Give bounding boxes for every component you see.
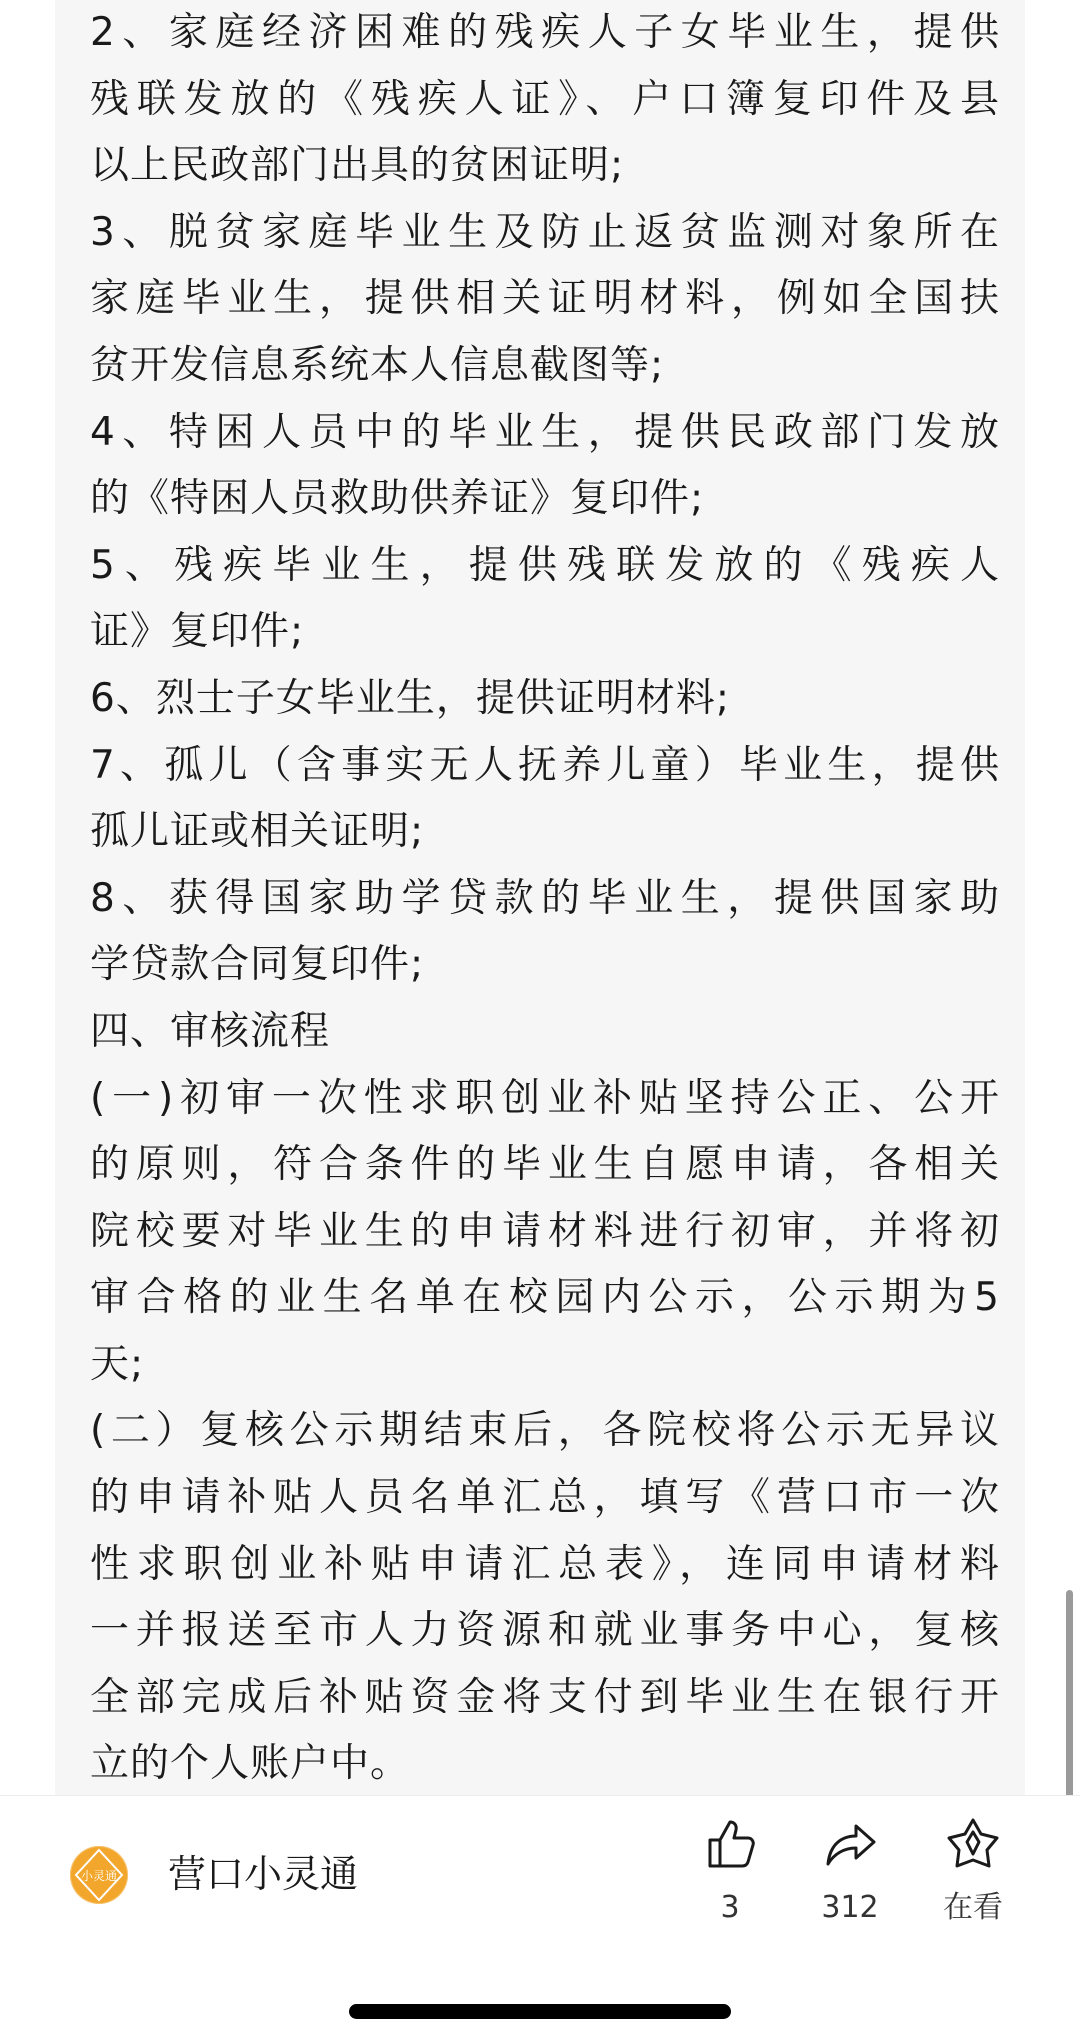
article-line: 6、烈士子女毕业生，提供证明材料;	[90, 675, 730, 721]
article-line: 2、家庭经济困难的残疾人子女毕业生，提供	[90, 10, 1000, 55]
article-line: 8、获得国家助学贷款的毕业生，提供国家助	[90, 875, 1000, 921]
article-line: 的申请补贴人员名单汇总，填写《营口市一次	[90, 1475, 1000, 1521]
article-line: (一)初审一次性求职创业补贴坚持公正、公开	[90, 1075, 1000, 1121]
like-button[interactable]	[675, 1814, 785, 1944]
share-button[interactable]	[795, 1814, 905, 1944]
article-line: 的《特困人员救助供养证》复印件;	[90, 476, 705, 522]
article-line: 立的个人账户中。	[90, 1741, 411, 1787]
article-line: 性求职创业补贴申请汇总表》，连同申请材料	[90, 1541, 1000, 1587]
article-line: 5、残疾毕业生，提供残联发放的《残疾人	[90, 542, 1000, 588]
article-line: 一并报送至市人力资源和就业事务中心，复核	[90, 1608, 1000, 1654]
wow-flower-icon	[943, 1814, 1003, 1874]
article-line: 学贷款合同复印件;	[90, 942, 425, 988]
like-count: 3	[720, 1890, 740, 1925]
article-body	[55, 0, 1025, 1795]
article-line: (二）复核公示期结束后，各院校将公示无异议	[90, 1408, 1000, 1454]
account-name[interactable]: 营口小灵通	[168, 1852, 359, 1896]
article-line: 院校要对毕业生的申请材料进行初审，并将初	[90, 1208, 1000, 1254]
section-heading: 四、审核流程	[90, 1008, 331, 1054]
scrollbar[interactable]	[1066, 1590, 1073, 1800]
article-line: 残联发放的《残疾人证》、户口簿复印件及县	[90, 76, 1000, 122]
article-line: 家庭毕业生，提供相关证明材料，例如全国扶	[90, 276, 1000, 322]
home-indicator[interactable]	[349, 2004, 731, 2019]
article-line: 天;	[90, 1341, 145, 1387]
article-line: 以上民政部门出具的贫困证明;	[90, 143, 625, 189]
thumbs-up-icon	[700, 1814, 760, 1874]
article-line: 孤儿证或相关证明;	[90, 809, 425, 855]
article-text	[90, 0, 1000, 1798]
article-line: 4、特困人员中的毕业生，提供民政部门发放	[90, 409, 1000, 455]
article-line: 3、脱贫家庭毕业生及防止返贫监测对象所在	[90, 209, 1000, 255]
avatar-text: 小灵通	[80, 1869, 118, 1883]
article-line: 的原则，符合条件的毕业生自愿申请，各相关	[90, 1142, 1000, 1188]
article-line: 证》复印件;	[90, 609, 305, 655]
article-bottom-bar	[0, 1795, 1080, 1986]
share-count: 312	[821, 1890, 879, 1925]
article-line: 贫开发信息系统本人信息截图等;	[90, 342, 665, 388]
watch-label: 在看	[943, 1890, 1003, 1925]
article-line: 审合格的业生名单在校园内公示，公示期为5	[90, 1275, 1000, 1321]
article-line: 全部完成后补贴资金将支付到毕业生在银行开	[90, 1674, 1000, 1720]
share-arrow-icon	[820, 1814, 880, 1874]
article-line: 7、孤儿（含事实无人抚养儿童）毕业生，提供	[90, 742, 1000, 788]
watch-button[interactable]	[918, 1814, 1028, 1944]
account-avatar[interactable]	[70, 1846, 128, 1904]
account-logo-icon	[70, 1846, 128, 1904]
